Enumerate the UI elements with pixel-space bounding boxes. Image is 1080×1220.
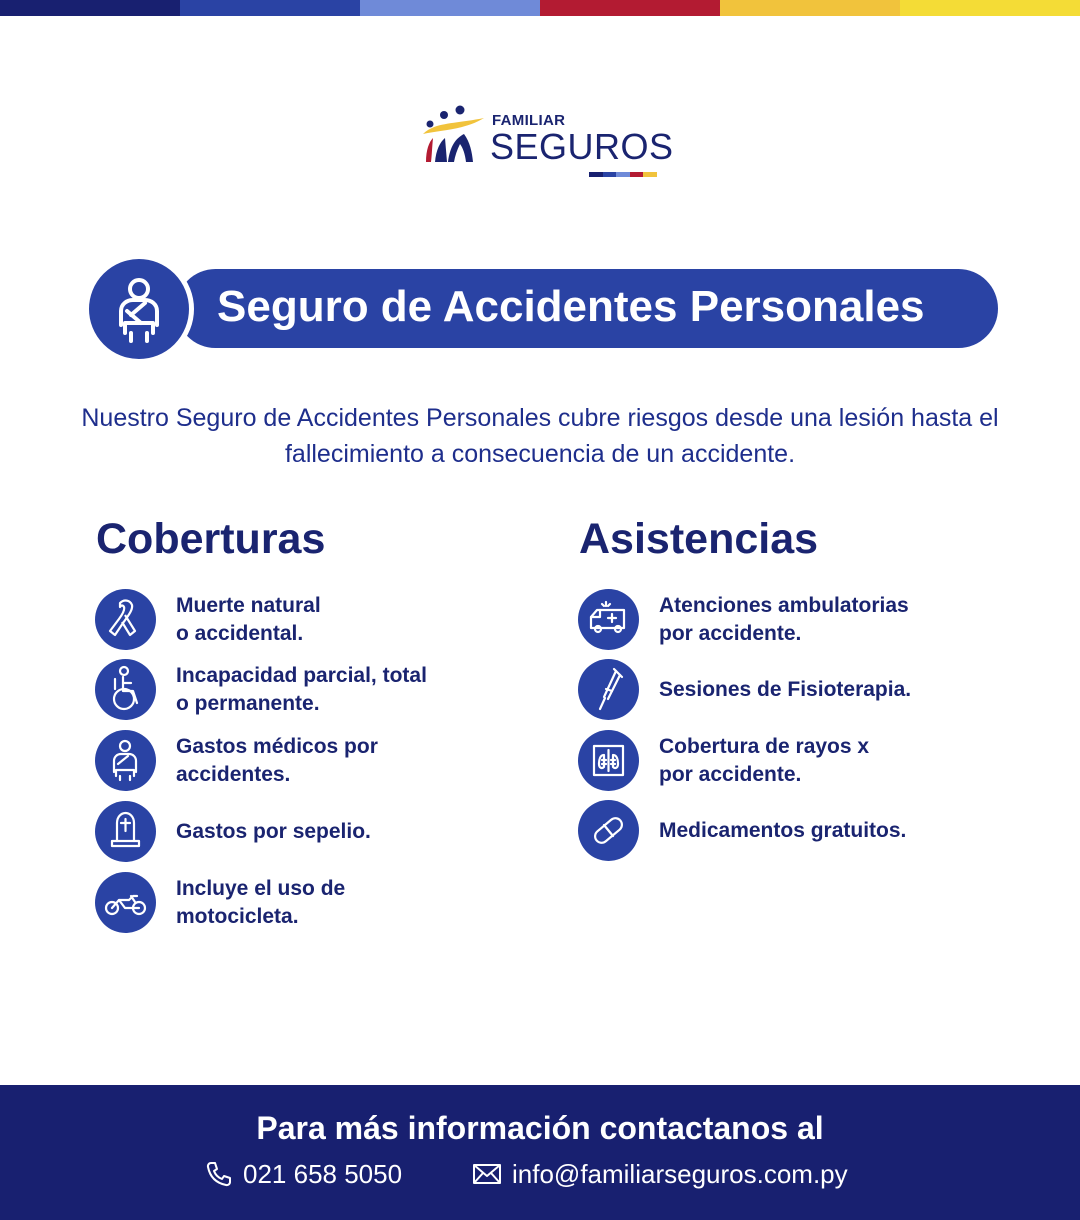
icon-badge xyxy=(95,659,156,720)
icon-badge xyxy=(95,801,156,862)
assistance-label: Cobertura de rayos x por accidente. xyxy=(659,735,870,786)
coverage-item xyxy=(95,589,515,651)
phone-contact[interactable] xyxy=(205,1156,402,1192)
ribbon-icon xyxy=(95,589,156,650)
assistance-label: Atenciones ambulatorias por accidente. xyxy=(659,594,909,645)
ambulance-icon xyxy=(578,589,639,650)
icon-badge xyxy=(95,589,156,650)
asistencias-title: Asistencias xyxy=(579,515,819,563)
pill-icon xyxy=(578,800,639,861)
icon-badge xyxy=(578,800,639,861)
assistance-item xyxy=(578,589,998,651)
stripe xyxy=(0,0,180,16)
brand-color-bars xyxy=(589,172,657,177)
mail-icon xyxy=(472,1162,502,1186)
coberturas-title: Coberturas xyxy=(96,515,326,563)
coverage-item xyxy=(95,730,515,792)
top-color-stripes xyxy=(0,0,1080,16)
coverage-item xyxy=(95,872,515,934)
icon-badge xyxy=(578,659,639,720)
xray-icon xyxy=(578,730,639,791)
coverage-label: Incluye el uso de motocicleta. xyxy=(176,877,346,928)
assistance-label: Medicamentos gratuitos. xyxy=(659,819,907,842)
coverage-label: Gastos por sepelio. xyxy=(176,820,371,843)
icon-badge xyxy=(578,730,639,791)
brand-logo xyxy=(420,104,674,184)
injured-person-icon xyxy=(111,277,167,343)
stripe xyxy=(900,0,1080,16)
brand-top-word: FAMILIAR xyxy=(492,112,566,129)
assistance-item xyxy=(578,659,998,721)
footer-band xyxy=(0,1085,1080,1220)
assistance-label: Sesiones de Fisioterapia. xyxy=(659,678,912,701)
coverage-item xyxy=(95,801,515,863)
email-contact[interactable] xyxy=(472,1156,848,1192)
icon-badge xyxy=(95,872,156,933)
coverage-label: Gastos médicos por accidentes. xyxy=(176,735,378,786)
tombstone-icon xyxy=(95,801,156,862)
stripe xyxy=(360,0,540,16)
phone-icon xyxy=(205,1160,233,1188)
motorcycle-icon xyxy=(95,872,156,933)
assistance-item xyxy=(578,800,998,862)
icon-badge xyxy=(95,730,156,791)
stripe xyxy=(180,0,360,16)
intro-text: Nuestro Seguro de Accidentes Personales cubre riesgos desde una lesión hasta el fallecimiento a consecuencia de un accidente. xyxy=(81,404,999,468)
wheelchair-icon xyxy=(95,659,156,720)
coverage-label: Muerte natural o accidental. xyxy=(176,594,321,645)
injured-person-icon xyxy=(95,730,156,791)
page-title: Seguro de Accidentes Personales xyxy=(217,282,925,331)
coverage-item xyxy=(95,659,515,721)
title-icon-badge xyxy=(84,254,194,364)
phone-number[interactable]: 021 658 5050 xyxy=(243,1158,403,1189)
footer-title: Para más información contactanos al xyxy=(256,1110,824,1146)
crutch-icon xyxy=(578,659,639,720)
family-logo-icon xyxy=(420,104,486,166)
icon-badge xyxy=(578,589,639,650)
brand-main-word: SEGUROS xyxy=(490,126,674,167)
assistance-item xyxy=(578,730,998,792)
stripe xyxy=(720,0,900,16)
email-address[interactable]: info@familiarseguros.com.py xyxy=(512,1158,848,1189)
stripe xyxy=(540,0,720,16)
coverage-label: Incapacidad parcial, total o permanente. xyxy=(176,664,427,715)
